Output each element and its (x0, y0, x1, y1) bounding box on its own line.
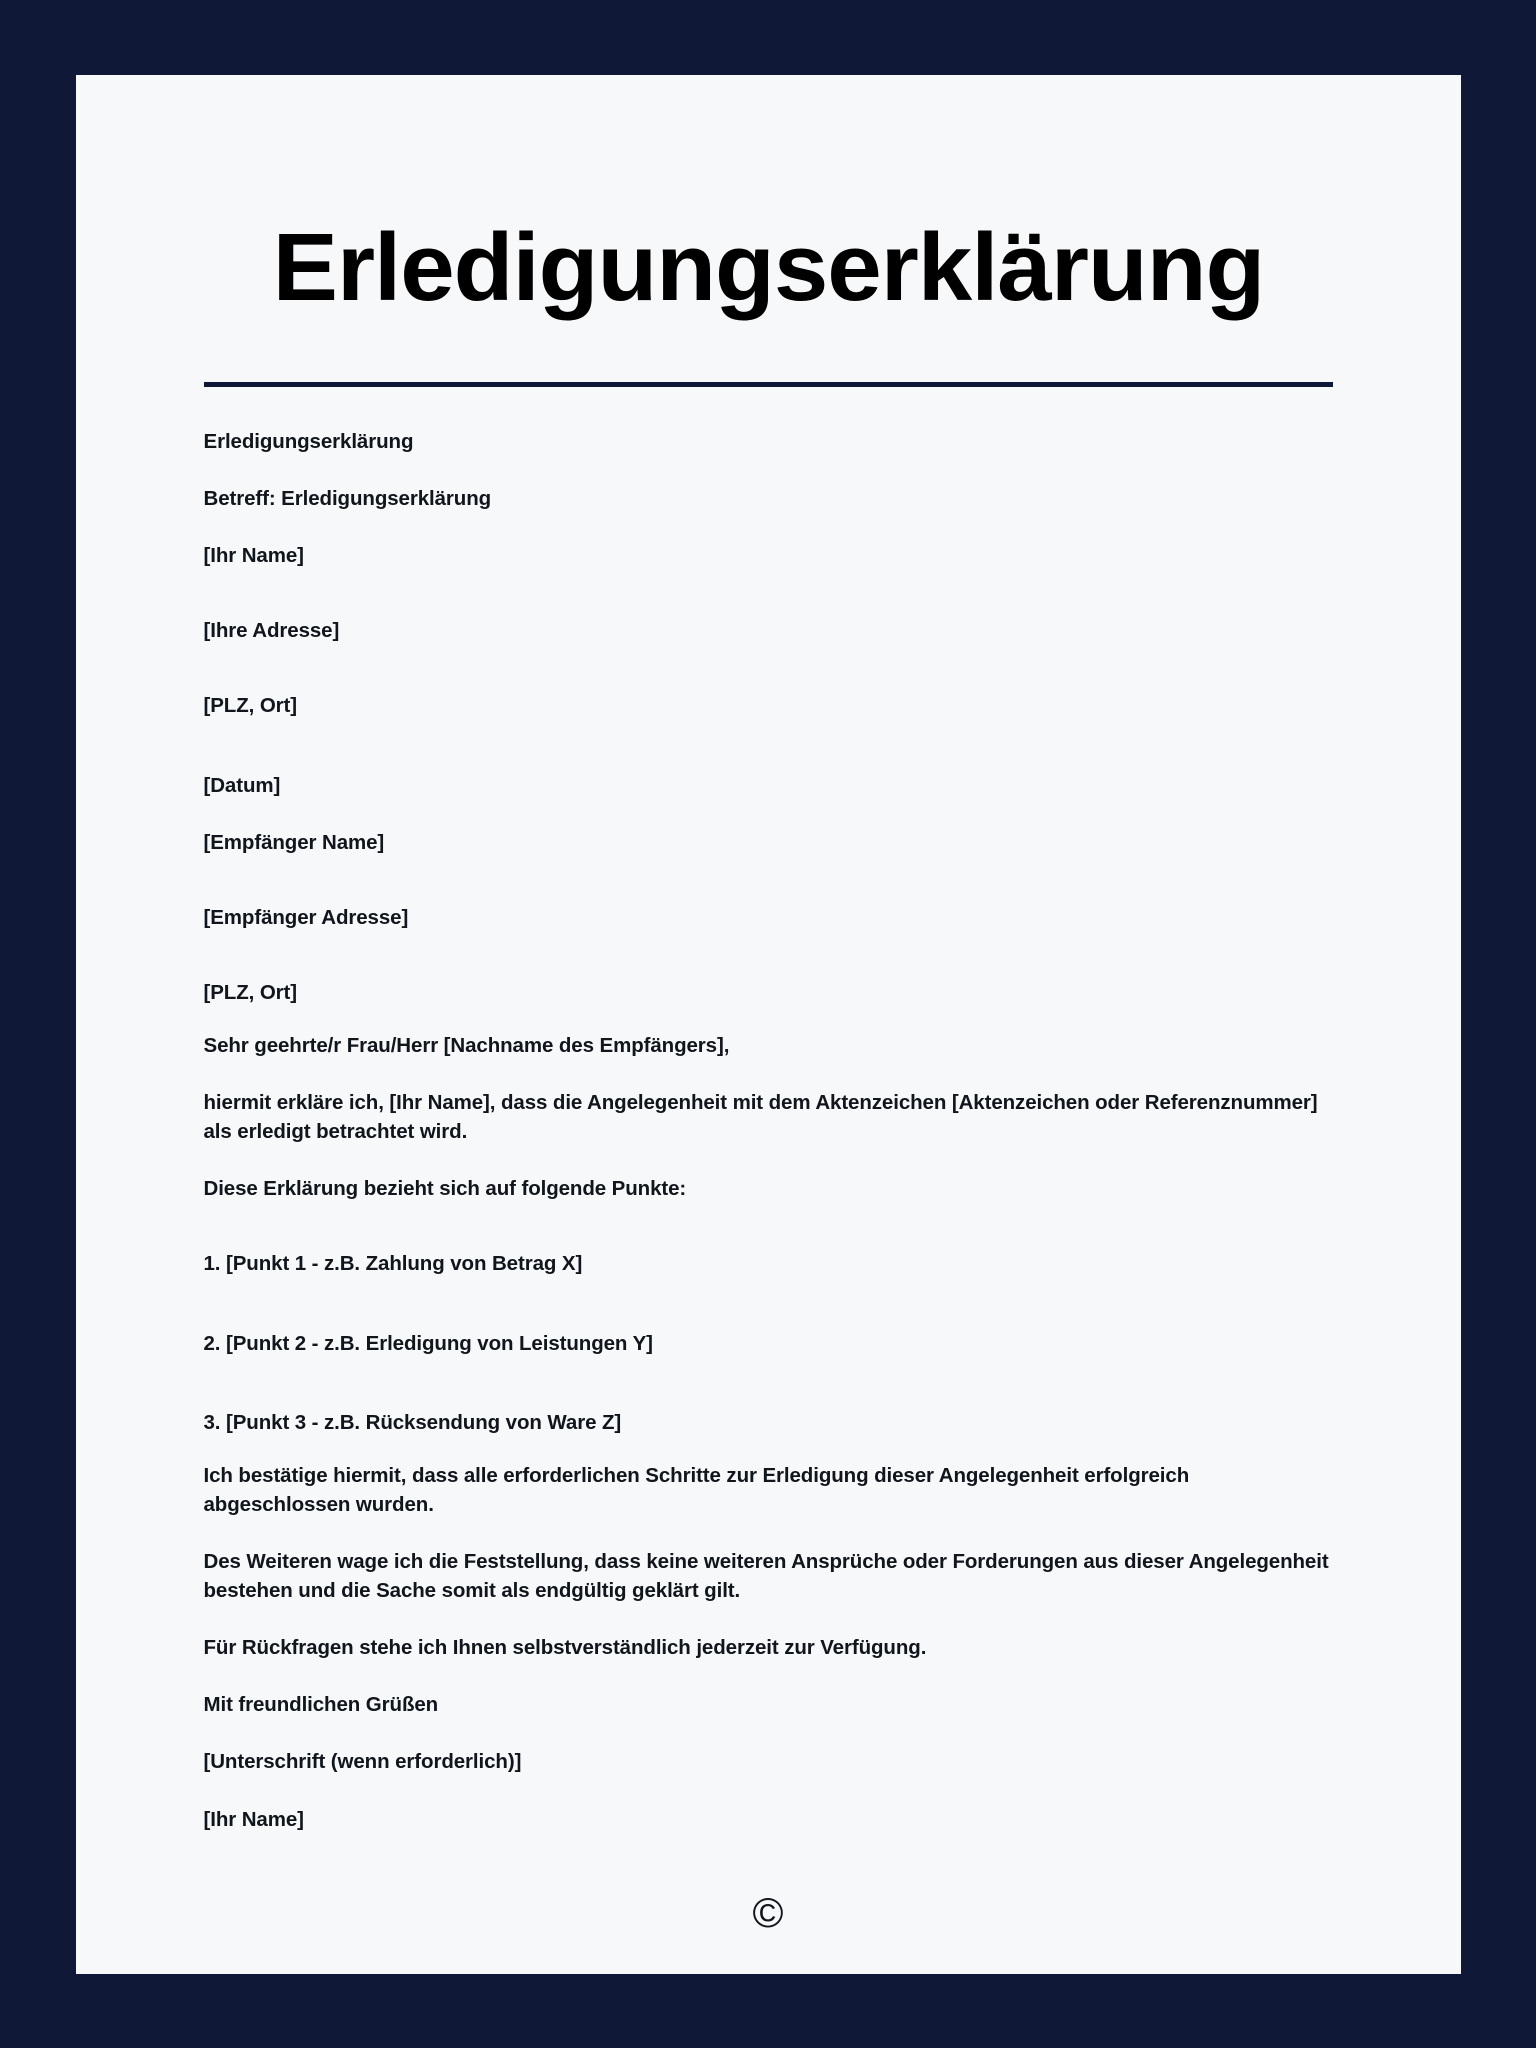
list-item-1: 1. [Punkt 1 - z.B. Zahlung von Betrag X] (203, 1252, 583, 1276)
no-further-claims-paragraph: Des Weiteren wage ich die Feststellung, dass keine weiteren Ansprüche oder Forderungen aus dieser Angelegenheit bestehen und die Sache somit als endgültig geklärt gilt. (203, 1549, 1329, 1603)
recipient-city: [PLZ, Ort] (203, 980, 298, 1004)
closing-greeting: Mit freundlichen Grüßen (203, 1693, 439, 1717)
availability-paragraph: Für Rückfragen stehe ich Ihnen selbstverständlich jederzeit zur Verfügung. (203, 1636, 927, 1660)
document-page (76, 75, 1461, 1974)
sender-address: [Ihre Adresse] (203, 619, 340, 643)
subject-line: Betreff: Erledigungserklärung (203, 487, 492, 511)
confirmation-paragraph: Ich bestätige hiermit, dass alle erforderlichen Schritte zur Erledigung dieser Angelegenheit erfolgreich abgeschlossen wurden. (203, 1463, 1190, 1516)
signature-placeholder: [Unterschrift (wenn erforderlich)] (203, 1750, 522, 1774)
salutation: Sehr geehrte/r Frau/Herr [Nachname des Empfängers], (203, 1033, 730, 1057)
recipient-address: [Empfänger Adresse] (203, 905, 409, 929)
sender-city: [PLZ, Ort] (203, 694, 298, 718)
sender-name: [Ihr Name] (203, 544, 304, 568)
document-heading: Erledigungserklärung (203, 430, 414, 453)
signer-name: [Ihr Name] (203, 1807, 304, 1831)
page-title: Erledigungserklärung (272, 214, 1264, 321)
copyright-icon: © (752, 1888, 784, 1936)
footer (204, 1888, 1333, 1974)
recipient-name: [Empfänger Name] (203, 830, 385, 854)
document-body (204, 387, 1333, 1974)
page-content-area (76, 75, 1461, 1974)
list-item-2: 2. [Punkt 2 - z.B. Erledigung von Leistungen Y] (203, 1331, 653, 1355)
points-intro: Diese Erklärung bezieht sich auf folgende Punkte: (203, 1177, 687, 1201)
list-item-3: 3. [Punkt 3 - z.B. Rücksendung von Ware Z] (203, 1410, 622, 1434)
document-date: [Datum] (203, 773, 281, 797)
declaration-paragraph: hiermit erkläre ich, [Ihr Name], dass die Angelegenheit mit dem Aktenzeichen [Aktenzeichen oder Referenznummer] als erledigt betrachtet wird. (203, 1091, 1318, 1144)
